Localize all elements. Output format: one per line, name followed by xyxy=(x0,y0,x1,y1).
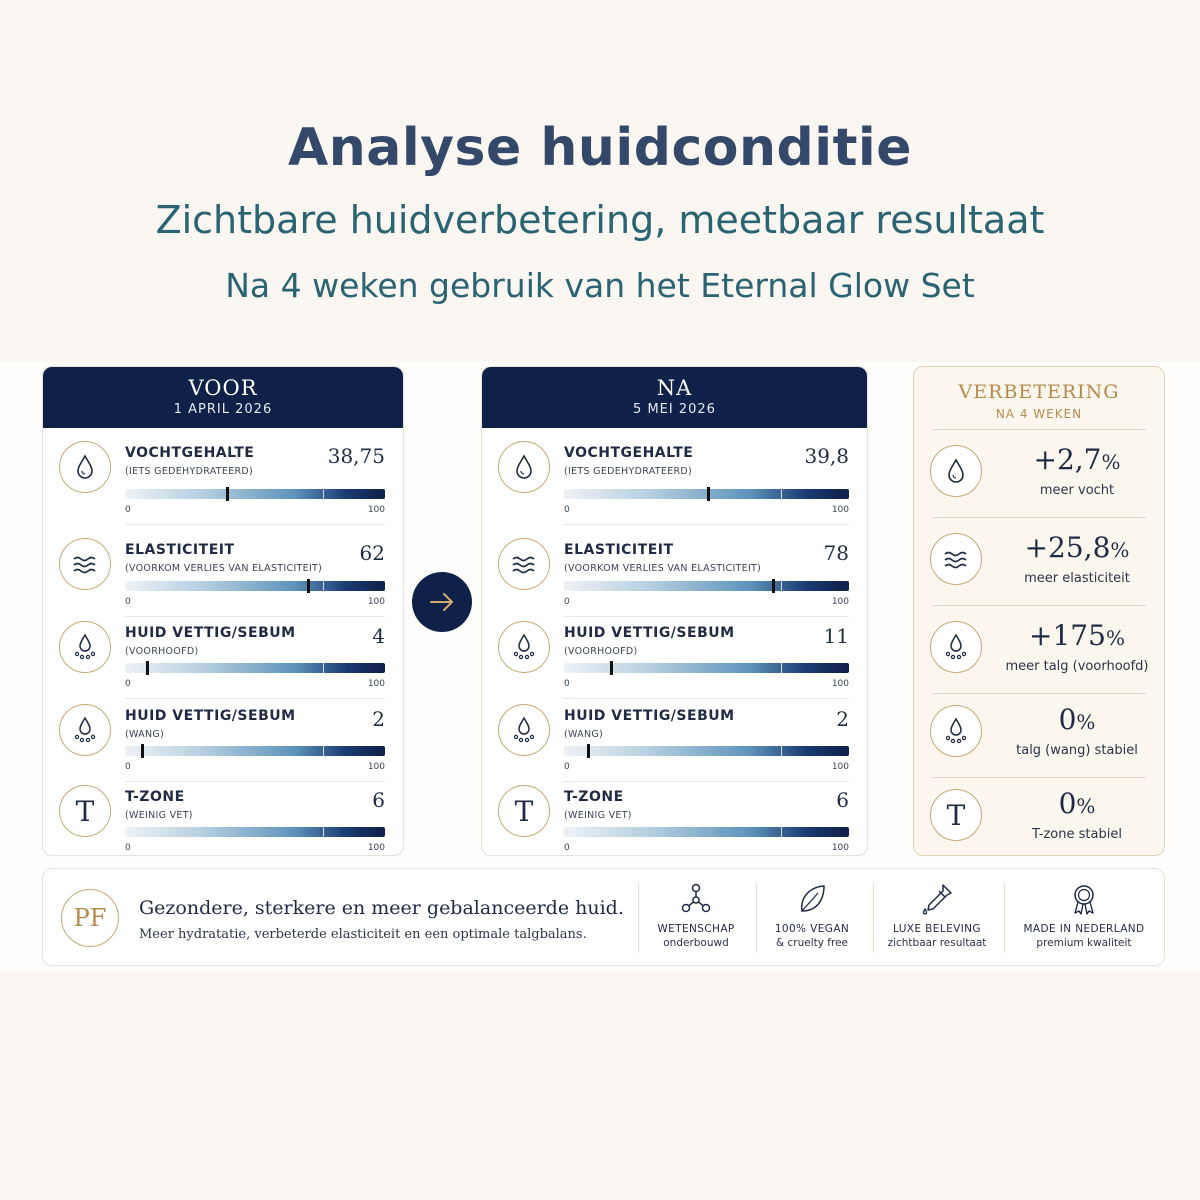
scale-tick xyxy=(781,489,782,499)
waves-icon xyxy=(509,549,539,579)
metric-scale-bar xyxy=(125,746,385,756)
metric-marker xyxy=(307,579,310,593)
scale-min-label: 0 xyxy=(125,505,131,515)
water-drop-icon xyxy=(509,452,539,482)
t-letter-icon: T xyxy=(514,794,534,828)
footer-banner xyxy=(42,868,1165,966)
metric-marker xyxy=(141,744,144,758)
badge-title: WETENSCHAP xyxy=(657,923,735,935)
improvement-number: 0 xyxy=(1058,787,1077,820)
leaf-icon xyxy=(756,881,868,917)
footer-title: Gezondere, sterkere en meer gebalanceerde huid. xyxy=(139,897,624,919)
scale-min-label: 0 xyxy=(125,597,131,607)
improvement-percent: % xyxy=(1101,450,1121,474)
scale-min-label: 0 xyxy=(564,762,570,772)
metric-scale-bar xyxy=(564,827,849,837)
na-title: NA xyxy=(656,376,693,400)
metric-scale-bar xyxy=(564,581,849,591)
scale-max-label: 100 xyxy=(367,843,385,853)
metric-value: 6 xyxy=(372,788,385,812)
scale-min-label: 0 xyxy=(125,762,131,772)
improvement-description: talg (wang) stabiel xyxy=(1016,743,1138,758)
page-subtitle: Zichtbare huidverbetering, meetbaar resultaat xyxy=(155,198,1045,242)
metric-scale-bar xyxy=(125,581,385,591)
metric-label: T-ZONE xyxy=(125,789,185,805)
voor-title: VOOR xyxy=(188,376,258,400)
t-letter-icon: T xyxy=(946,798,966,832)
metric-scale-bar xyxy=(125,827,385,837)
t-letter-icon: T xyxy=(75,794,95,828)
metric-label: HUID VETTIG/SEBUM xyxy=(564,708,735,724)
badge-title: LUXE BELEVING xyxy=(893,923,981,935)
metric-scale-bar xyxy=(125,489,385,499)
scale-min-label: 0 xyxy=(564,505,570,515)
sebum-drop-icon xyxy=(70,715,100,745)
improvement-number: +175 xyxy=(1029,619,1106,652)
verbetering-subtitle: NA 4 WEKEN xyxy=(995,407,1083,421)
badge-separator xyxy=(638,883,639,953)
scale-tick xyxy=(323,581,324,591)
verbetering-divider xyxy=(932,429,1146,430)
metric-value: 11 xyxy=(823,624,849,648)
metric-value: 2 xyxy=(372,707,385,731)
scale-min-label: 0 xyxy=(125,843,131,853)
scale-max-label: 100 xyxy=(367,505,385,515)
molecule-icon xyxy=(640,881,752,917)
metric-value: 39,8 xyxy=(804,444,849,468)
metric-sublabel: (WEINIG VET) xyxy=(125,810,193,821)
improvement-value xyxy=(996,443,1158,476)
verbetering-divider xyxy=(932,777,1146,778)
sebum-drop-icon xyxy=(509,632,539,662)
improvement-value xyxy=(996,619,1158,652)
na-panel-header xyxy=(482,367,867,428)
metric-scale-bar xyxy=(564,663,849,673)
metric-label: ELASTICITEIT xyxy=(564,542,674,558)
metric-sublabel: (VOORHOOFD) xyxy=(564,646,638,657)
metric-label: HUID VETTIG/SEBUM xyxy=(125,708,296,724)
dropper-icon xyxy=(874,881,1000,917)
improvement-percent: % xyxy=(1105,626,1125,650)
sebum-drop-icon-badge xyxy=(498,621,550,673)
metric-sublabel: (VOORKOM VERLIES VAN ELASTICITEIT) xyxy=(564,563,762,574)
sebum-drop-icon xyxy=(941,716,971,746)
scale-max-label: 100 xyxy=(831,762,849,772)
page-title: Analyse huidconditie xyxy=(287,118,913,178)
improvement-percent: % xyxy=(1110,538,1130,562)
metric-value: 4 xyxy=(372,624,385,648)
page-subtitle-secondary: Na 4 weken gebruik van het Eternal Glow Set xyxy=(225,266,975,305)
metric-marker xyxy=(610,661,613,675)
water-drop-icon-badge xyxy=(59,441,111,493)
sebum-drop-icon-badge xyxy=(59,621,111,673)
na-panel xyxy=(481,366,868,856)
brand-logo: PF xyxy=(61,889,119,947)
metric-sublabel: (IETS GEDEHYDRATEERD) xyxy=(564,466,693,477)
metric-value: 2 xyxy=(836,707,849,731)
scale-tick xyxy=(781,663,782,673)
waves-icon-badge xyxy=(59,538,111,590)
scale-tick xyxy=(781,746,782,756)
footer-subtitle: Meer hydratatie, verbeterde elasticiteit en een optimale talgbalans. xyxy=(139,927,587,942)
sebum-drop-icon xyxy=(70,632,100,662)
scale-max-label: 100 xyxy=(831,505,849,515)
verbetering-divider xyxy=(932,605,1146,606)
row-divider xyxy=(125,698,385,699)
scale-max-label: 100 xyxy=(831,597,849,607)
improvement-percent: % xyxy=(1076,710,1096,734)
badge-subtitle: premium kwaliteit xyxy=(1036,937,1132,949)
row-divider xyxy=(564,616,849,617)
verbetering-divider xyxy=(932,693,1146,694)
scale-min-label: 0 xyxy=(564,679,570,689)
waves-icon xyxy=(70,549,100,579)
metric-marker xyxy=(226,487,229,501)
row-divider xyxy=(564,524,849,525)
scale-min-label: 0 xyxy=(125,679,131,689)
row-divider xyxy=(125,616,385,617)
scale-tick xyxy=(323,489,324,499)
metric-label: T-ZONE xyxy=(564,789,624,805)
metric-sublabel: (WANG) xyxy=(125,729,165,740)
improvement-value xyxy=(996,787,1158,820)
improvement-description: T-zone stabiel xyxy=(1032,827,1122,842)
scale-max-label: 100 xyxy=(831,679,849,689)
scale-min-label: 0 xyxy=(564,843,570,853)
metric-label: VOCHTGEHALTE xyxy=(564,445,694,461)
row-divider xyxy=(125,524,385,525)
improvement-number: 0 xyxy=(1058,703,1077,736)
metric-label: HUID VETTIG/SEBUM xyxy=(125,625,296,641)
waves-icon xyxy=(941,544,971,574)
verbetering-divider xyxy=(932,517,1146,518)
scale-max-label: 100 xyxy=(367,679,385,689)
metric-sublabel: (WANG) xyxy=(564,729,604,740)
metric-scale-bar xyxy=(564,489,849,499)
feature-badge xyxy=(874,881,1000,955)
scale-max-label: 100 xyxy=(831,843,849,853)
metric-marker xyxy=(146,661,149,675)
water-drop-icon-badge xyxy=(930,445,982,497)
metric-label: HUID VETTIG/SEBUM xyxy=(564,625,735,641)
metric-value: 38,75 xyxy=(327,444,385,468)
water-drop-icon xyxy=(70,452,100,482)
t-letter-icon-badge xyxy=(59,785,111,837)
badge-title: 100% VEGAN xyxy=(774,923,850,935)
sebum-drop-icon-badge xyxy=(59,704,111,756)
metric-value: 62 xyxy=(359,541,385,565)
improvement-percent: % xyxy=(1076,794,1096,818)
badge-subtitle: zichtbaar resultaat xyxy=(887,937,987,949)
scale-max-label: 100 xyxy=(367,597,385,607)
voor-panel-header xyxy=(43,367,403,428)
row-divider xyxy=(125,781,385,782)
scale-tick xyxy=(323,746,324,756)
metric-sublabel: (IETS GEDEHYDRATEERD) xyxy=(125,466,254,477)
badge-subtitle: onderbouwd xyxy=(663,937,729,949)
feature-badge xyxy=(640,881,752,955)
t-letter-icon-badge xyxy=(930,789,982,841)
row-divider xyxy=(564,781,849,782)
badge-title: MADE IN NEDERLAND xyxy=(1023,923,1145,935)
metric-sublabel: (VOORHOOFD) xyxy=(125,646,199,657)
award-ribbon-icon xyxy=(1006,881,1162,917)
metric-value: 6 xyxy=(836,788,849,812)
metric-marker xyxy=(587,744,590,758)
verbetering-panel xyxy=(913,366,1165,856)
metric-label: ELASTICITEIT xyxy=(125,542,235,558)
badge-separator xyxy=(1004,883,1005,953)
metric-label: VOCHTGEHALTE xyxy=(125,445,255,461)
row-divider xyxy=(564,698,849,699)
header xyxy=(0,0,1200,360)
scale-max-label: 100 xyxy=(367,762,385,772)
sebum-drop-icon xyxy=(941,632,971,662)
metric-scale-bar xyxy=(564,746,849,756)
improvement-value xyxy=(996,703,1158,736)
scale-tick xyxy=(323,827,324,837)
water-drop-icon-badge xyxy=(498,441,550,493)
scale-tick xyxy=(781,581,782,591)
improvement-value xyxy=(996,531,1158,564)
waves-icon-badge xyxy=(930,533,982,585)
arrow-right-button[interactable] xyxy=(412,572,472,632)
arrow-right-icon xyxy=(426,586,458,618)
scale-tick xyxy=(781,827,782,837)
metric-scale-bar xyxy=(125,663,385,673)
improvement-number: +2,7 xyxy=(1033,443,1102,476)
feature-badge xyxy=(756,881,868,955)
badge-subtitle: & cruelty free xyxy=(775,937,849,949)
sebum-drop-icon-badge xyxy=(930,705,982,757)
scale-min-label: 0 xyxy=(564,597,570,607)
metric-sublabel: (WEINIG VET) xyxy=(564,810,632,821)
improvement-description: meer elasticiteit xyxy=(1024,571,1130,586)
water-drop-icon xyxy=(941,456,971,486)
metric-sublabel: (VOORKOM VERLIES VAN ELASTICITEIT) xyxy=(125,563,323,574)
improvement-description: meer vocht xyxy=(1039,483,1115,498)
improvement-number: +25,8 xyxy=(1024,531,1111,564)
t-letter-icon-badge xyxy=(498,785,550,837)
na-date: 5 MEI 2026 xyxy=(633,402,716,417)
verbetering-title: VERBETERING xyxy=(958,381,1120,403)
voor-date: 1 APRIL 2026 xyxy=(173,402,273,417)
metric-marker xyxy=(772,579,775,593)
metric-value: 78 xyxy=(823,541,849,565)
improvement-description: meer talg (voorhoofd) xyxy=(1005,659,1149,674)
feature-badge xyxy=(1006,881,1162,955)
sebum-drop-icon xyxy=(509,715,539,745)
waves-icon-badge xyxy=(498,538,550,590)
sebum-drop-icon-badge xyxy=(498,704,550,756)
scale-tick xyxy=(323,663,324,673)
voor-panel xyxy=(42,366,404,856)
sebum-drop-icon-badge xyxy=(930,621,982,673)
metric-marker xyxy=(707,487,710,501)
